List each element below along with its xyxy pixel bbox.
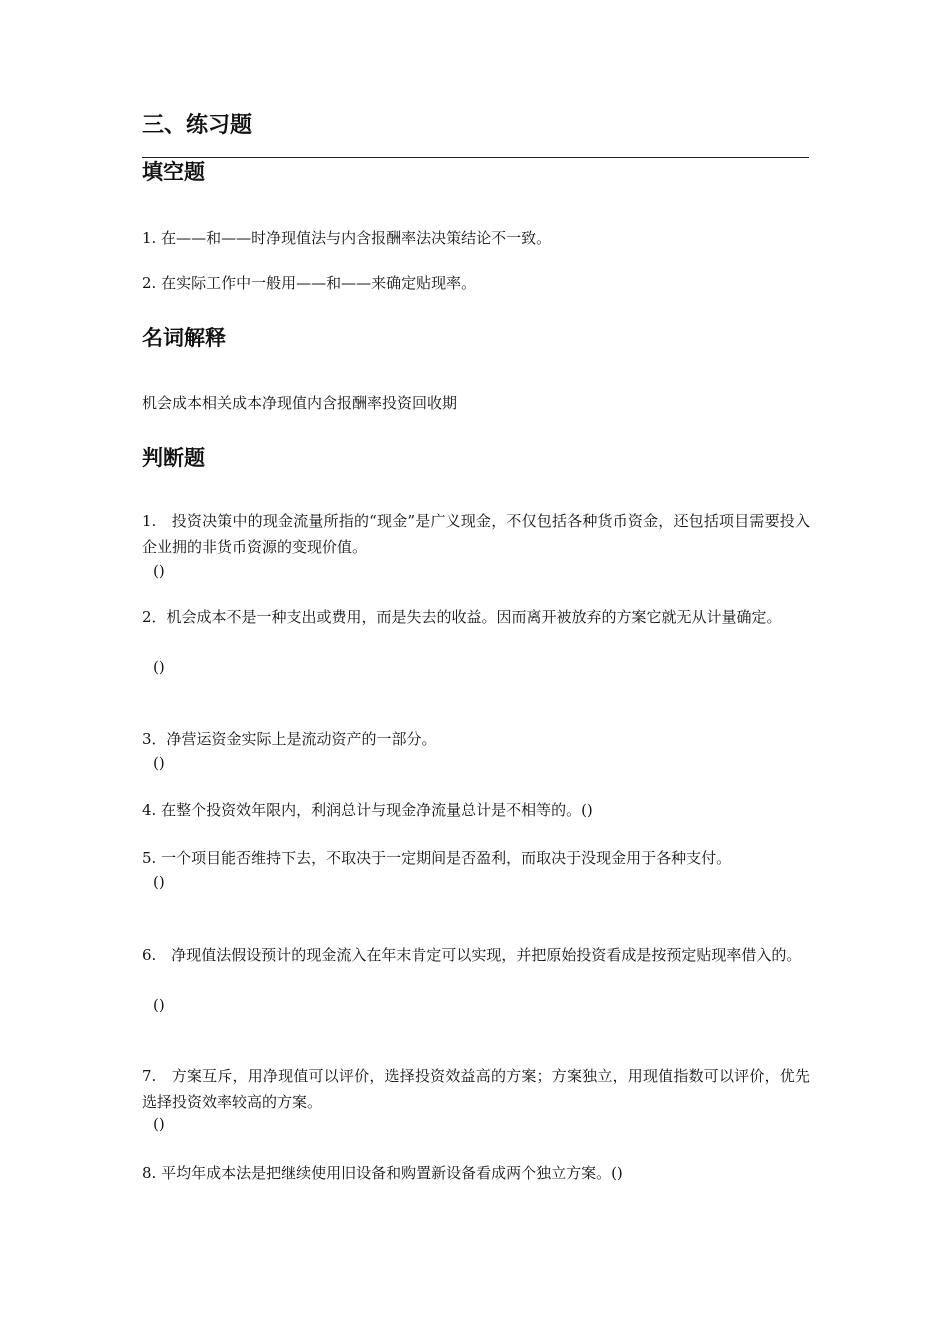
judgement-item-3: 3．净营运资金实际上是流动资产的一部分。 [142,730,437,748]
judgement-item-1: 1. 投资决策中的现金流量所指的“现金”是广义现金，不仅包括各种货币资金，还包括项目需要投入企业拥的非货币资源的变现价值。 [142,512,810,556]
title-divider [142,157,809,158]
page-title: 三、练习题 [142,112,253,138]
judgement-item-4: 4. 在整个投资效年限内，利润总计与现金净流量总计是不相等的。() [142,801,593,819]
judgement-item-6-answer: () [153,996,165,1014]
judgement-item-8: 8. 平均年成本法是把继续使用旧设备和购置新设备看成两个独立方案。() [142,1164,623,1182]
judgement-item-5-answer: () [153,873,165,891]
judgement-item-7-answer: () [153,1115,165,1133]
judgement-item-2: 2．机会成本不是一种支出或费用，而是失去的收益。因而离开被放弃的方案它就无从计量确定。 [142,608,782,626]
judgement-item-2-answer: () [153,658,165,676]
judgement-item-5: 5. 一个项目能否维持下去，不取决于一定期间是否盈利，而取决于没现金用于各种支付。 [142,849,732,867]
fill-blank-heading: 填空题 [142,159,205,184]
judgement-heading: 判断题 [142,445,205,470]
terms-text: 机会成本相关成本净现值内含报酬率投资回收期 [142,394,458,412]
judgement-item-3-answer: () [153,754,165,772]
judgement-item-6: 6. 净现值法假设预计的现金流入在年末肯定可以实现，并把原始投资看成是按预定贴现率借入的。 [142,946,802,964]
judgement-item-7: 7. 方案互斥，用净现值可以评价，选择投资效益高的方案；方案独立，用现值指数可以评价，优先选择投资效率较高的方案。 [142,1067,810,1111]
judgement-item-1-answer: () [153,562,165,580]
terms-heading: 名词解释 [142,325,226,350]
fill-blank-item-2: 2. 在实际工作中一般用——和——来确定贴现率。 [142,274,477,292]
fill-blank-item-1: 1. 在——和——时净现值法与内含报酬率法决策结论不一致。 [142,229,552,247]
